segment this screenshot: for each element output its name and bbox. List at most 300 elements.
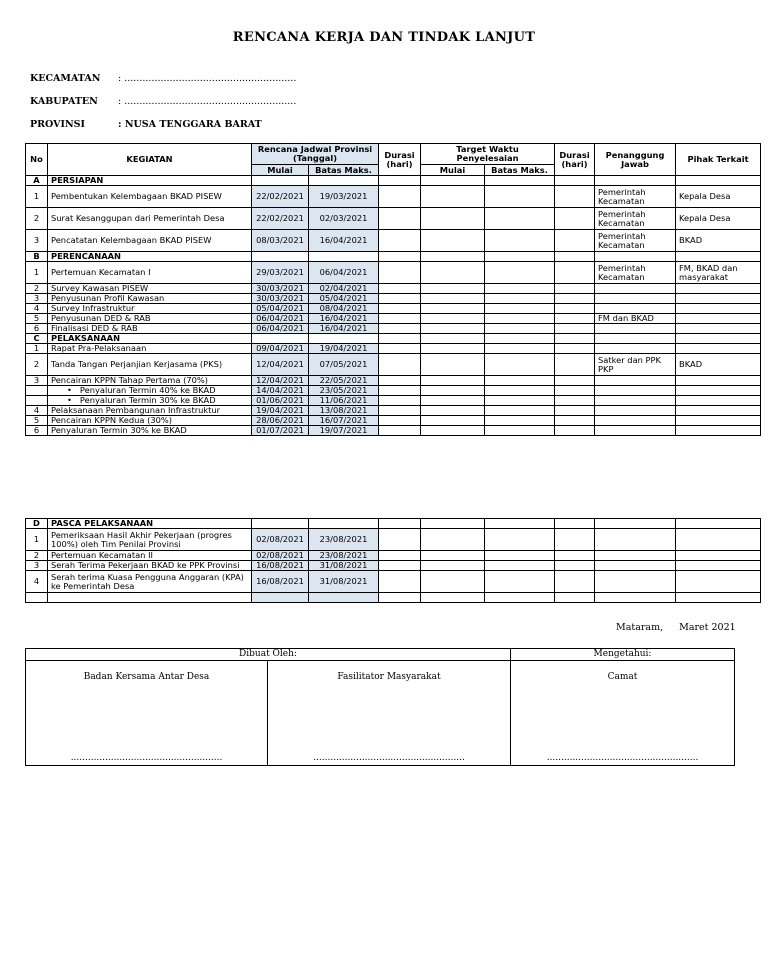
col-durasi: Durasi (hari) bbox=[379, 144, 421, 176]
table-row bbox=[26, 376, 761, 386]
cell-durasi bbox=[379, 376, 421, 386]
table-row bbox=[26, 344, 761, 354]
cell-durasi-2 bbox=[555, 571, 595, 593]
cell-target-mulai bbox=[421, 376, 485, 386]
cell-penanggung-jawab bbox=[595, 294, 676, 304]
cell-mulai: 22/02/2021 bbox=[252, 208, 309, 230]
cell-penanggung-jawab: Pemerintah Kecamatan bbox=[595, 208, 676, 230]
cell-target-mulai bbox=[421, 406, 485, 416]
cell-target-mulai bbox=[421, 294, 485, 304]
col-durasi-2: Durasi (hari) bbox=[555, 144, 595, 176]
cell-durasi-2 bbox=[555, 426, 595, 436]
cell-batas: 02/03/2021 bbox=[309, 208, 379, 230]
cell-penanggung-jawab bbox=[595, 344, 676, 354]
cell-batas: 07/05/2021 bbox=[309, 354, 379, 376]
cell-durasi bbox=[379, 416, 421, 426]
city: Mataram, bbox=[616, 622, 664, 633]
cell-batas: 19/04/2021 bbox=[309, 344, 379, 354]
cell-pihak-terkait bbox=[676, 551, 761, 561]
header-field-kabupaten bbox=[30, 96, 296, 107]
bullet-item: • Penyaluran Termin 40% ke BKAD bbox=[51, 386, 216, 396]
cell-mulai bbox=[252, 519, 309, 529]
cell-mulai bbox=[252, 334, 309, 344]
cell-no: 1 bbox=[26, 529, 48, 551]
cell-target-batas bbox=[485, 334, 555, 344]
cell-kegiatan: Pencairan KPPN Kedua (30%) bbox=[48, 416, 252, 426]
cell-kegiatan: Serah Terima Pekerjaan BKAD ke PPK Provinsi bbox=[48, 561, 252, 571]
cell-no: 1 bbox=[26, 262, 48, 284]
cell-target-batas bbox=[485, 519, 555, 529]
cell-no bbox=[26, 386, 48, 396]
cell-mulai: 12/04/2021 bbox=[252, 376, 309, 386]
cell-durasi-2 bbox=[555, 176, 595, 186]
cell-durasi-2 bbox=[555, 252, 595, 262]
cell-durasi bbox=[379, 406, 421, 416]
cell-kegiatan: Pelaksanaan Pembangunan Infrastruktur bbox=[48, 406, 252, 416]
cell-durasi-2 bbox=[555, 593, 595, 603]
cell-durasi bbox=[379, 304, 421, 314]
cell-no: 4 bbox=[26, 406, 48, 416]
cell-target-batas bbox=[485, 354, 555, 376]
table-row bbox=[26, 426, 761, 436]
section-row bbox=[26, 519, 761, 529]
cell-no: 1 bbox=[26, 186, 48, 208]
cell-durasi bbox=[379, 519, 421, 529]
cell-batas: 16/04/2021 bbox=[309, 324, 379, 334]
cell-kegiatan bbox=[48, 396, 252, 406]
cell-penanggung-jawab: Pemerintah Kecamatan bbox=[595, 230, 676, 252]
col-target-mulai: Mulai bbox=[421, 165, 485, 176]
cell-target-mulai bbox=[421, 334, 485, 344]
cell-target-mulai bbox=[421, 314, 485, 324]
dibuat-oleh-label: Dibuat Oleh: bbox=[26, 649, 511, 661]
cell-pihak-terkait bbox=[676, 593, 761, 603]
col-target: Target Waktu Penyelesaian bbox=[421, 144, 555, 165]
cell-pihak-terkait bbox=[676, 396, 761, 406]
cell-target-mulai bbox=[421, 186, 485, 208]
cell-target-mulai bbox=[421, 284, 485, 294]
cell-durasi bbox=[379, 314, 421, 324]
cell-durasi-2 bbox=[555, 314, 595, 324]
table-row bbox=[26, 262, 761, 284]
cell-kegiatan: Tanda Tangan Perjanjian Kerjasama (PKS) bbox=[48, 354, 252, 376]
cell-kegiatan: PERENCANAAN bbox=[48, 252, 252, 262]
cell-durasi bbox=[379, 284, 421, 294]
cell-mulai: 08/03/2021 bbox=[252, 230, 309, 252]
cell-penanggung-jawab bbox=[595, 176, 676, 186]
cell-batas: 23/08/2021 bbox=[309, 551, 379, 561]
cell-target-batas bbox=[485, 561, 555, 571]
cell-pihak-terkait bbox=[676, 304, 761, 314]
cell-penanggung-jawab: Pemerintah Kecamatan bbox=[595, 186, 676, 208]
cell-pihak-terkait bbox=[676, 519, 761, 529]
cell-durasi-2 bbox=[555, 551, 595, 561]
cell-mulai: 19/04/2021 bbox=[252, 406, 309, 416]
cell-no: 4 bbox=[26, 571, 48, 593]
cell-penanggung-jawab bbox=[595, 284, 676, 294]
cell-mulai: 06/04/2021 bbox=[252, 324, 309, 334]
cell-target-mulai bbox=[421, 176, 485, 186]
cell-target-mulai bbox=[421, 208, 485, 230]
table-row bbox=[26, 593, 761, 603]
cell-durasi bbox=[379, 426, 421, 436]
cell-mulai: 16/08/2021 bbox=[252, 571, 309, 593]
cell-kegiatan: PASCA PELAKSANAAN bbox=[48, 519, 252, 529]
cell-durasi bbox=[379, 571, 421, 593]
cell-durasi-2 bbox=[555, 208, 595, 230]
cell-durasi-2 bbox=[555, 304, 595, 314]
cell-durasi-2 bbox=[555, 406, 595, 416]
cell-batas: 13/08/2021 bbox=[309, 406, 379, 416]
cell-penanggung-jawab bbox=[595, 406, 676, 416]
col-kegiatan: KEGIATAN bbox=[48, 144, 252, 176]
cell-penanggung-jawab bbox=[595, 561, 676, 571]
cell-kegiatan bbox=[48, 593, 252, 603]
cell-no: 6 bbox=[26, 426, 48, 436]
signature-line: ..................................................... bbox=[313, 753, 465, 763]
cell-target-mulai bbox=[421, 416, 485, 426]
cell-durasi-2 bbox=[555, 334, 595, 344]
cell-batas: 19/03/2021 bbox=[309, 186, 379, 208]
cell-target-batas bbox=[485, 230, 555, 252]
cell-durasi bbox=[379, 593, 421, 603]
cell-batas: 19/07/2021 bbox=[309, 426, 379, 436]
cell-pihak-terkait: Kepala Desa bbox=[676, 186, 761, 208]
cell-batas: 02/04/2021 bbox=[309, 284, 379, 294]
table-row bbox=[26, 230, 761, 252]
table-row bbox=[26, 561, 761, 571]
cell-kegiatan: Pemeriksaan Hasil Akhir Pekerjaan (progres 100%) oleh Tim Penilai Provinsi bbox=[48, 529, 252, 551]
cell-pihak-terkait bbox=[676, 571, 761, 593]
cell-penanggung-jawab bbox=[595, 386, 676, 396]
cell-kegiatan: Rapat Pra-Pelaksanaan bbox=[48, 344, 252, 354]
cell-batas: 31/08/2021 bbox=[309, 561, 379, 571]
cell-no: 2 bbox=[26, 354, 48, 376]
cell-durasi bbox=[379, 208, 421, 230]
col-penanggung-jawab: Penanggung Jawab bbox=[595, 144, 676, 176]
table-row bbox=[26, 571, 761, 593]
cell-durasi-2 bbox=[555, 186, 595, 208]
table-row bbox=[26, 406, 761, 416]
cell-penanggung-jawab bbox=[595, 252, 676, 262]
cell-penanggung-jawab bbox=[595, 519, 676, 529]
cell-no: 2 bbox=[26, 551, 48, 561]
cell-pihak-terkait bbox=[676, 334, 761, 344]
cell-mulai bbox=[252, 593, 309, 603]
cell-kegiatan: Pertemuan Kecamatan II bbox=[48, 551, 252, 561]
cell-pihak-terkait bbox=[676, 416, 761, 426]
cell-durasi-2 bbox=[555, 230, 595, 252]
col-rencana: Rencana Jadwal Provinsi (Tanggal) bbox=[252, 144, 379, 165]
cell-target-batas bbox=[485, 529, 555, 551]
cell-target-mulai bbox=[421, 230, 485, 252]
table-row bbox=[26, 284, 761, 294]
cell-kegiatan: Pencairan KPPN Tahap Pertama (70%) bbox=[48, 376, 252, 386]
table-row bbox=[26, 314, 761, 324]
cell-target-mulai bbox=[421, 354, 485, 376]
cell-durasi-2 bbox=[555, 262, 595, 284]
cell-target-mulai bbox=[421, 344, 485, 354]
cell-pihak-terkait bbox=[676, 252, 761, 262]
signature-role: Camat bbox=[607, 672, 638, 682]
cell-batas: 23/08/2021 bbox=[309, 529, 379, 551]
field-label: KECAMATAN bbox=[30, 73, 101, 84]
cell-mulai: 30/03/2021 bbox=[252, 294, 309, 304]
cell-target-batas bbox=[485, 284, 555, 294]
cell-target-batas bbox=[485, 304, 555, 314]
cell-mulai: 01/06/2021 bbox=[252, 396, 309, 406]
table-row bbox=[26, 208, 761, 230]
mengetahui-label: Mengetahui: bbox=[511, 649, 735, 661]
cell-no: A bbox=[26, 176, 48, 186]
cell-mulai: 14/04/2021 bbox=[252, 386, 309, 396]
cell-kegiatan: Penyusunan DED & RAB bbox=[48, 314, 252, 324]
cell-batas bbox=[309, 519, 379, 529]
cell-mulai: 30/03/2021 bbox=[252, 284, 309, 294]
cell-kegiatan: Penyaluran Termin 30% ke BKAD bbox=[48, 426, 252, 436]
cell-pihak-terkait bbox=[676, 324, 761, 334]
table-row bbox=[26, 529, 761, 551]
cell-pihak-terkait bbox=[676, 344, 761, 354]
cell-batas: 11/06/2021 bbox=[309, 396, 379, 406]
cell-durasi-2 bbox=[555, 519, 595, 529]
cell-pihak-terkait: BKAD bbox=[676, 354, 761, 376]
cell-pihak-terkait bbox=[676, 406, 761, 416]
cell-pihak-terkait bbox=[676, 176, 761, 186]
cell-durasi bbox=[379, 176, 421, 186]
cell-durasi bbox=[379, 529, 421, 551]
col-pihak-terkait: Pihak Terkait bbox=[676, 144, 761, 176]
cell-penanggung-jawab bbox=[595, 376, 676, 386]
cell-batas: 31/08/2021 bbox=[309, 571, 379, 593]
cell-target-mulai bbox=[421, 304, 485, 314]
cell-batas: 16/04/2021 bbox=[309, 314, 379, 324]
cell-pihak-terkait bbox=[676, 284, 761, 294]
cell-durasi-2 bbox=[555, 294, 595, 304]
cell-mulai: 09/04/2021 bbox=[252, 344, 309, 354]
cell-batas: 22/05/2021 bbox=[309, 376, 379, 386]
cell-target-batas bbox=[485, 406, 555, 416]
table-row bbox=[26, 551, 761, 561]
cell-pihak-terkait bbox=[676, 294, 761, 304]
cell-target-mulai bbox=[421, 324, 485, 334]
cell-target-mulai bbox=[421, 262, 485, 284]
cell-target-batas bbox=[485, 396, 555, 406]
header-field-kecamatan bbox=[30, 73, 296, 84]
cell-kegiatan: Penyusunan Profil Kawasan bbox=[48, 294, 252, 304]
cell-no: 5 bbox=[26, 416, 48, 426]
cell-durasi bbox=[379, 396, 421, 406]
cell-target-batas bbox=[485, 376, 555, 386]
cell-kegiatan bbox=[48, 386, 252, 396]
cell-pihak-terkait bbox=[676, 314, 761, 324]
cell-batas bbox=[309, 334, 379, 344]
cell-durasi bbox=[379, 561, 421, 571]
cell-kegiatan: Finalisasi DED & RAB bbox=[48, 324, 252, 334]
table-row bbox=[26, 304, 761, 314]
cell-no: 4 bbox=[26, 304, 48, 314]
cell-target-mulai bbox=[421, 396, 485, 406]
table-row bbox=[26, 386, 761, 396]
cell-penanggung-jawab: Satker dan PPK PKP bbox=[595, 354, 676, 376]
cell-target-batas bbox=[485, 314, 555, 324]
cell-target-mulai bbox=[421, 529, 485, 551]
cell-no: D bbox=[26, 519, 48, 529]
cell-mulai bbox=[252, 176, 309, 186]
cell-penanggung-jawab bbox=[595, 324, 676, 334]
cell-durasi-2 bbox=[555, 354, 595, 376]
signature-line: ..................................................... bbox=[70, 753, 223, 763]
cell-pihak-terkait bbox=[676, 529, 761, 551]
cell-batas bbox=[309, 176, 379, 186]
cell-mulai: 06/04/2021 bbox=[252, 314, 309, 324]
cell-mulai: 22/02/2021 bbox=[252, 186, 309, 208]
cell-durasi-2 bbox=[555, 416, 595, 426]
field-value: : ......................................................... bbox=[118, 96, 297, 107]
cell-target-mulai bbox=[421, 386, 485, 396]
cell-batas: 16/07/2021 bbox=[309, 416, 379, 426]
cell-target-batas bbox=[485, 294, 555, 304]
cell-target-batas bbox=[485, 571, 555, 593]
cell-target-batas bbox=[485, 551, 555, 561]
cell-penanggung-jawab bbox=[595, 551, 676, 561]
cell-mulai: 02/08/2021 bbox=[252, 551, 309, 561]
date: Maret 2021 bbox=[679, 622, 736, 633]
table-row bbox=[26, 354, 761, 376]
place-date bbox=[616, 622, 736, 633]
cell-kegiatan: Pertemuan Kecamatan I bbox=[48, 262, 252, 284]
cell-target-mulai bbox=[421, 426, 485, 436]
cell-durasi bbox=[379, 252, 421, 262]
bullet-item: • Penyaluran Termin 30% ke BKAD bbox=[51, 396, 216, 406]
cell-target-batas bbox=[485, 593, 555, 603]
cell-pihak-terkait: Kepala Desa bbox=[676, 208, 761, 230]
cell-mulai: 05/04/2021 bbox=[252, 304, 309, 314]
cell-penanggung-jawab: FM dan BKAD bbox=[595, 314, 676, 324]
cell-kegiatan: Survey Infrastruktur bbox=[48, 304, 252, 314]
signature-slot-camat bbox=[511, 661, 734, 765]
cell-batas: 23/05/2021 bbox=[309, 386, 379, 396]
cell-target-mulai bbox=[421, 571, 485, 593]
cell-pihak-terkait: BKAD bbox=[676, 230, 761, 252]
field-value: : ......................................................... bbox=[118, 73, 297, 84]
cell-no: B bbox=[26, 252, 48, 262]
col-batas: Batas Maks. bbox=[309, 165, 379, 176]
cell-no: 3 bbox=[26, 294, 48, 304]
cell-durasi bbox=[379, 294, 421, 304]
cell-mulai: 16/08/2021 bbox=[252, 561, 309, 571]
cell-durasi bbox=[379, 551, 421, 561]
table-row bbox=[26, 396, 761, 406]
cell-kegiatan: Survey Kawasan PISEW bbox=[48, 284, 252, 294]
cell-pihak-terkait bbox=[676, 426, 761, 436]
cell-durasi bbox=[379, 324, 421, 334]
cell-pihak-terkait: FM, BKAD dan masyarakat bbox=[676, 262, 761, 284]
signature-table bbox=[25, 648, 735, 766]
cell-no: 3 bbox=[26, 230, 48, 252]
cell-penanggung-jawab bbox=[595, 529, 676, 551]
cell-penanggung-jawab bbox=[595, 304, 676, 314]
cell-durasi bbox=[379, 344, 421, 354]
header-field-provinsi bbox=[30, 119, 262, 130]
cell-durasi-2 bbox=[555, 284, 595, 294]
section-row bbox=[26, 176, 761, 186]
cell-target-batas bbox=[485, 324, 555, 334]
cell-target-mulai bbox=[421, 519, 485, 529]
cell-target-batas bbox=[485, 344, 555, 354]
cell-durasi bbox=[379, 386, 421, 396]
cell-durasi bbox=[379, 354, 421, 376]
cell-durasi bbox=[379, 262, 421, 284]
cell-batas: 16/04/2021 bbox=[309, 230, 379, 252]
cell-target-batas bbox=[485, 426, 555, 436]
cell-mulai: 12/04/2021 bbox=[252, 354, 309, 376]
cell-pihak-terkait bbox=[676, 376, 761, 386]
cell-penanggung-jawab bbox=[595, 416, 676, 426]
cell-target-mulai bbox=[421, 593, 485, 603]
cell-pihak-terkait bbox=[676, 386, 761, 396]
table-row bbox=[26, 416, 761, 426]
cell-penanggung-jawab bbox=[595, 593, 676, 603]
signature-slot-bkad bbox=[26, 661, 267, 765]
cell-no: 5 bbox=[26, 314, 48, 324]
cell-durasi bbox=[379, 186, 421, 208]
cell-batas: 08/04/2021 bbox=[309, 304, 379, 314]
cell-batas: 06/04/2021 bbox=[309, 262, 379, 284]
cell-kegiatan: Pencatatan Kelembagaan BKAD PISEW bbox=[48, 230, 252, 252]
cell-mulai: 02/08/2021 bbox=[252, 529, 309, 551]
field-value: : NUSA TENGGARA BARAT bbox=[118, 119, 262, 130]
cell-target-mulai bbox=[421, 252, 485, 262]
cell-durasi-2 bbox=[555, 376, 595, 386]
cell-penanggung-jawab bbox=[595, 334, 676, 344]
cell-no: 1 bbox=[26, 344, 48, 354]
cell-target-batas bbox=[485, 252, 555, 262]
cell-kegiatan: Pembentukan Kelembagaan BKAD PISEW bbox=[48, 186, 252, 208]
table-row bbox=[26, 186, 761, 208]
cell-pihak-terkait bbox=[676, 561, 761, 571]
cell-mulai: 01/07/2021 bbox=[252, 426, 309, 436]
cell-durasi-2 bbox=[555, 396, 595, 406]
cell-target-mulai bbox=[421, 561, 485, 571]
cell-no: 6 bbox=[26, 324, 48, 334]
cell-mulai: 29/03/2021 bbox=[252, 262, 309, 284]
cell-kegiatan: Serah terima Kuasa Pengguna Anggaran (KPA) ke Pemerintah Desa bbox=[48, 571, 252, 593]
section-row bbox=[26, 252, 761, 262]
cell-target-batas bbox=[485, 176, 555, 186]
cell-durasi bbox=[379, 230, 421, 252]
col-target-batas: Batas Maks. bbox=[485, 165, 555, 176]
cell-batas bbox=[309, 593, 379, 603]
cell-mulai: 28/06/2021 bbox=[252, 416, 309, 426]
work-plan-table bbox=[25, 143, 761, 436]
cell-no: 3 bbox=[26, 561, 48, 571]
field-label: KABUPATEN bbox=[30, 96, 98, 107]
cell-durasi-2 bbox=[555, 344, 595, 354]
cell-target-batas bbox=[485, 416, 555, 426]
cell-penanggung-jawab bbox=[595, 571, 676, 593]
cell-kegiatan: Surat Kesanggupan dari Pemerintah Desa bbox=[48, 208, 252, 230]
signature-role: Fasilitator Masyarakat bbox=[337, 672, 441, 682]
cell-penanggung-jawab: Pemerintah Kecamatan bbox=[595, 262, 676, 284]
cell-durasi-2 bbox=[555, 386, 595, 396]
section-row bbox=[26, 334, 761, 344]
cell-durasi-2 bbox=[555, 561, 595, 571]
signature-line: ..................................................... bbox=[546, 753, 699, 763]
cell-penanggung-jawab bbox=[595, 426, 676, 436]
cell-durasi-2 bbox=[555, 529, 595, 551]
cell-no bbox=[26, 593, 48, 603]
